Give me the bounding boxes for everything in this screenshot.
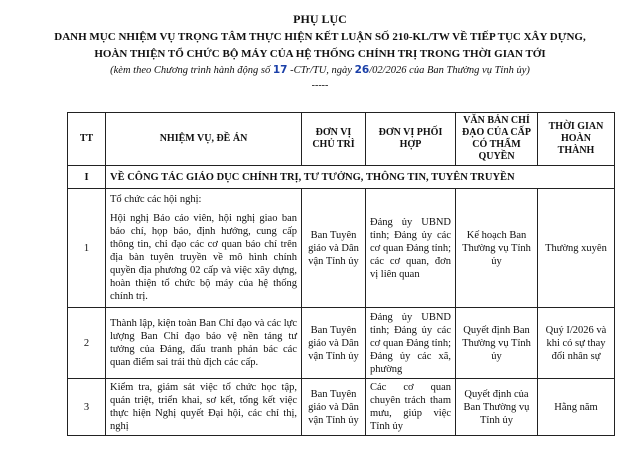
task-body: Hội nghị Báo cáo viên, hội nghị giao ban báo chí, họp báo, định hướng, cung cấp thông tin, chỉ đạo các cơ quan báo chí trên địa bàn tuyên truyền về mô hình chính quyền địa phương 02 cấp và việc xây dựng, hoàn thiện tổ chức bộ máy của hệ thống chính trị. [110,213,297,302]
header-completion-time: THỜI GIAN HOÀN THÀNH [538,113,615,166]
table-row [68,379,615,436]
attachment-note-part-b: -CTr/TU, ngày [290,65,352,76]
header-lead-unit: ĐƠN VỊ CHỦ TRÌ [302,113,366,166]
task-cell [106,189,302,308]
directive-document-cell: Quyết định của Ban Thường vụ Tỉnh ủy [456,379,538,436]
section-title: VỀ CÔNG TÁC GIÁO DỤC CHÍNH TRỊ, TƯ TƯỞNG, THÔNG TIN, TUYÊN TRUYỀN [106,166,615,189]
section-number: I [68,166,106,189]
list-title-line-2: HOÀN THIỆN TỔ CHỨC BỘ MÁY CỦA HỆ THỐNG CHÍNH TRỊ TRONG THỜI GIAN TỚI [94,48,546,60]
coordinating-unit-cell: Đảng ủy UBND tỉnh; Đảng ủy các cơ quan Đảng tỉnh; các cơ quan, đơn vị liên quan [366,189,456,308]
coordinating-unit-cell: Các cơ quan chuyên trách tham mưu, giúp việc Tỉnh ủy [366,379,456,436]
task-title: Tổ chức các hội nghị: [110,194,202,205]
task-table [67,112,615,436]
section-row [68,166,615,189]
coordinating-unit-cell: Đảng ủy UBND tỉnh; Đảng ủy các cơ quan Đảng tỉnh; Đảng ủy các xã, phường [366,308,456,379]
row-number: 1 [68,189,106,308]
header-task: NHIỆM VỤ, ĐỀ ÁN [106,113,302,166]
lead-unit-cell: Ban Tuyên giáo và Dân vận Tỉnh ủy [302,189,366,308]
task-cell: Kiểm tra, giám sát việc tổ chức học tập, quán triệt, triển khai, sơ kết, tổng kết việc thực hiện Nghị quyết Đại hội, các chỉ thị, nghị [106,379,302,436]
attachment-note-part-a: (kèm theo Chương trình hành động số [110,65,271,76]
header-tt: TT [68,113,106,166]
header-coordinating-unit: ĐƠN VỊ PHỐI HỢP [366,113,456,166]
task-cell: Thành lập, kiện toàn Ban Chỉ đạo và các lực lượng Ban Chỉ đạo bảo vệ nền tảng tư tưởng của Đảng, đấu tranh phản bác các quan điểm sai trái thù địch các cấp. [106,308,302,379]
table-header-row [68,113,615,166]
lead-unit-cell: Ban Tuyên giáo và Dân vận Tỉnh ủy [302,379,366,436]
header-directive-document: VĂN BẢN CHỈ ĐẠO CỦA CẤP CÓ THẨM QUYỀN [456,113,538,166]
directive-document-cell: Quyết định Ban Thường vụ Tỉnh ủy [456,308,538,379]
header-divider: ----- [311,80,329,91]
handwritten-day: 26 [354,64,370,76]
table-row [68,308,615,379]
completion-time-cell: Quý I/2026 và khi có sự thay đổi nhân sự [538,308,615,379]
handwritten-program-number: 17 [272,64,288,76]
row-number: 2 [68,308,106,379]
table-row [68,189,615,308]
row-number: 3 [68,379,106,436]
lead-unit-cell: Ban Tuyên giáo và Dân vận Tỉnh ủy [302,308,366,379]
completion-time-cell: Thường xuyên [538,189,615,308]
attachment-note-part-c: /02/2026 của Ban Thường vụ Tỉnh ủy) [369,65,530,76]
appendix-title: PHỤ LỤC [293,12,347,26]
completion-time-cell: Hằng năm [538,379,615,436]
directive-document-cell: Kế hoạch Ban Thường vụ Tỉnh ủy [456,189,538,308]
attachment-note [0,64,640,76]
list-title-line-1: DANH MỤC NHIỆM VỤ TRỌNG TÂM THỰC HIỆN KẾT LUẬN SỐ 210-KL/TW VỀ TIẾP TỤC XÂY DỰNG, [54,31,586,43]
